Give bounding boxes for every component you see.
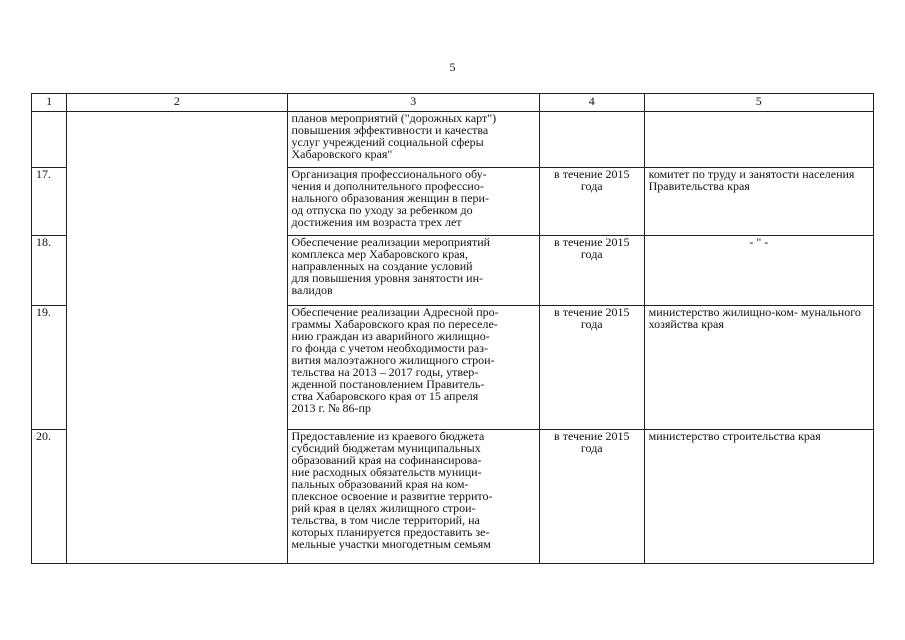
- column-header-3: 3: [287, 94, 539, 112]
- description-line: которых планируется предоставить зе-: [291, 525, 490, 539]
- row-number: 19.: [32, 306, 67, 430]
- column-header-2: 2: [67, 94, 287, 112]
- description-line: направленных на создание условий: [291, 259, 473, 273]
- row-description: [287, 236, 539, 306]
- row-term: в течение 2015 года: [539, 306, 644, 430]
- description-line: плексное освоение и развитие террито-: [291, 489, 493, 503]
- description-line: Предоставление из краевого бюджета: [291, 429, 485, 443]
- description-line: Обеспечение реализации мероприятий: [291, 235, 491, 249]
- description-line: субсидий бюджетам муниципальных: [291, 441, 481, 455]
- description-line: комплекса мер Хабаровского края,: [291, 247, 468, 261]
- row-term: в течение 2015 года: [539, 430, 644, 564]
- row-number: 18.: [32, 236, 67, 306]
- row-responsible: министерство строительства края: [644, 430, 873, 564]
- column-header-5: 5: [644, 94, 873, 112]
- row-number: [32, 112, 67, 168]
- row-term: в течение 2015 года: [539, 236, 644, 306]
- description-line: ства Хабаровского края от 15 апреля: [291, 389, 479, 403]
- description-line: Хабаровского края": [291, 147, 393, 161]
- description-line: рий края в целях жилищного строи-: [291, 501, 476, 515]
- row-number: 20.: [32, 430, 67, 564]
- description-line: ние расходных обязательств муници-: [291, 465, 482, 479]
- row-responsible: комитет по труду и занятости населения Правительства края: [644, 168, 873, 236]
- description-line: вития малоэтажного жилищного строи-: [291, 353, 495, 367]
- column-header-1: 1: [32, 94, 67, 112]
- description-line: нального образования женщин в пери-: [291, 191, 489, 205]
- row-responsible: [644, 112, 873, 168]
- description-line: жденной постановлением Правитель-: [291, 377, 485, 391]
- row-description: [287, 306, 539, 430]
- description-line: достижения им возраста трех лет: [291, 215, 462, 229]
- description-line: услуг учреждений социальной сферы: [291, 135, 484, 149]
- row-description: [287, 168, 539, 236]
- description-line: чения и дополнительного профессио-: [291, 179, 484, 193]
- description-line: повышения эффективности и качества: [291, 123, 489, 137]
- description-line: планов мероприятий ("дорожных карт"): [291, 111, 497, 125]
- description-line: тельства на 2013 – 2017 годы, утвер-: [291, 365, 479, 379]
- page-number: 5: [449, 60, 456, 74]
- description-line: Обеспечение реализации Адресной про-: [291, 305, 499, 319]
- row-description: [287, 430, 539, 564]
- row-term: [539, 112, 644, 168]
- merged-empty-cell: [67, 112, 287, 564]
- description-line: нию граждан из аварийного жилищно-: [291, 329, 490, 343]
- description-line: 2013 г. № 86-пр: [291, 401, 371, 415]
- description-line: граммы Хабаровского края по переселе-: [291, 317, 498, 331]
- row-term: в течение 2015 года: [539, 168, 644, 236]
- description-line: валидов: [291, 283, 333, 297]
- description-line: мельные участки многодетным семьям: [291, 537, 491, 551]
- row-description: [287, 112, 539, 168]
- column-header-4: 4: [539, 94, 644, 112]
- description-line: для повышения уровня занятости ин-: [291, 271, 484, 285]
- description-line: Организация профессионального обу-: [291, 167, 487, 181]
- description-line: го фонда с учетом необходимости раз-: [291, 341, 488, 355]
- table-header-row: [32, 94, 874, 112]
- description-line: од отпуска по уходу за ребенком до: [291, 203, 473, 217]
- description-line: тельства, в том числе территорий, на: [291, 513, 480, 527]
- description-line: образований края на софинансирова-: [291, 453, 482, 467]
- plan-table: [31, 93, 874, 564]
- row-responsible: - " -: [644, 236, 873, 306]
- row-number: 17.: [32, 168, 67, 236]
- description-line: пальных образований края на ком-: [291, 477, 469, 491]
- table-row-continuation: [32, 112, 874, 168]
- row-responsible: министерство жилищно-ком- мунального хозяйства края: [644, 306, 873, 430]
